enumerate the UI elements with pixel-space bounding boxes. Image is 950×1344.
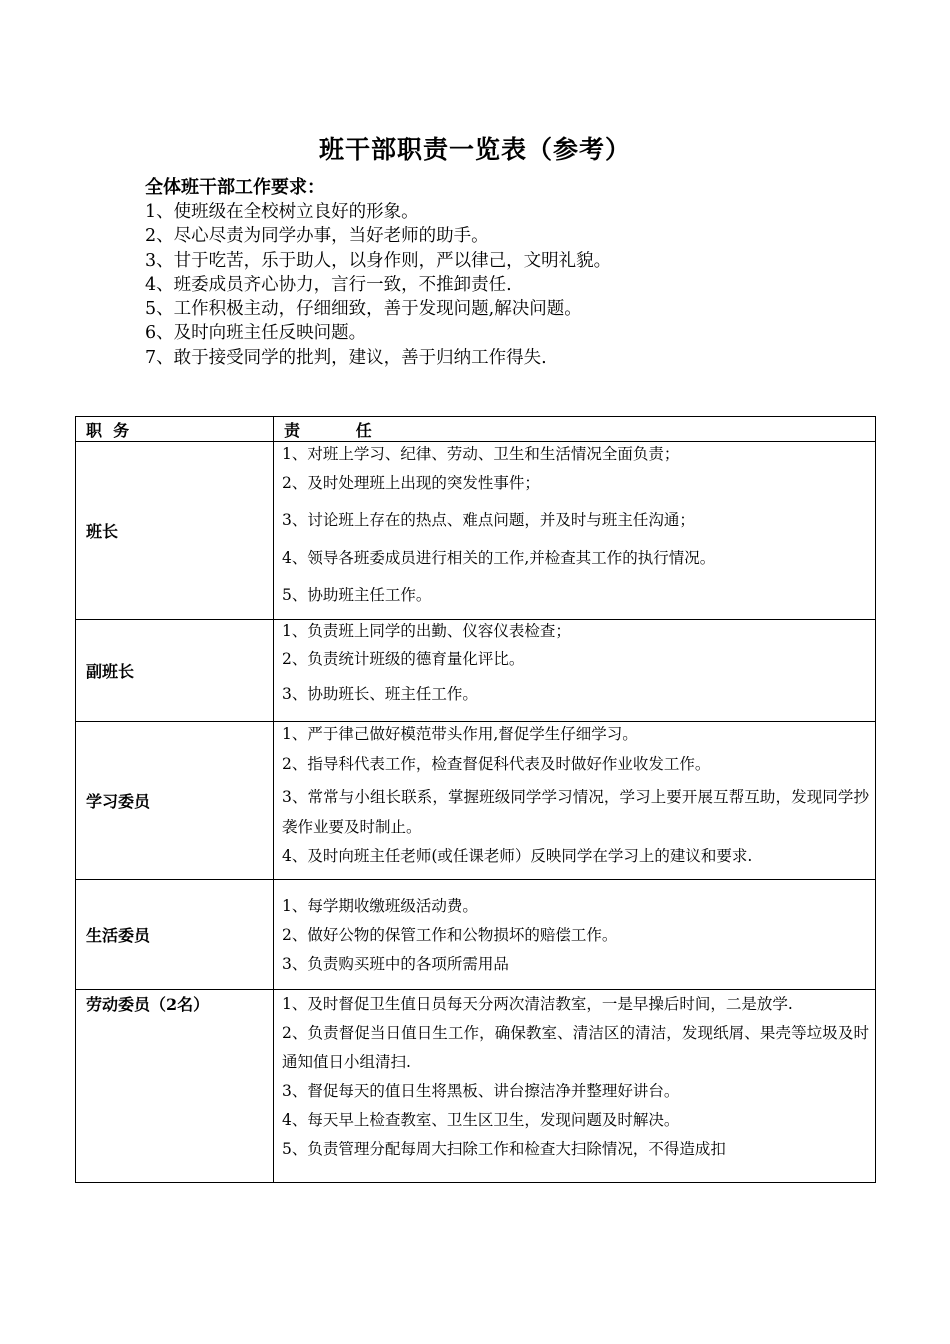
duty-item: 2、负责统计班级的德育量化评比。	[282, 650, 525, 668]
duty-item: 4、每天早上检查教室、卫生区卫生，发现问题及时解决。	[282, 1111, 680, 1129]
duty-item: 5、负责管理分配每周大扫除工作和检查大扫除情况，不得造成扣	[282, 1140, 726, 1158]
requirement-item: 4、班委成员齐心协力，言行一致，不推卸责任.	[145, 274, 512, 295]
duties-cell	[274, 722, 876, 880]
duties-cell	[274, 620, 876, 722]
page-title: 班干部职责一览表（参考）	[318, 135, 631, 164]
duties-cell	[274, 880, 876, 990]
table-row	[76, 722, 876, 880]
requirement-item: 2、尽心尽责为同学办事，当好老师的助手。	[145, 226, 489, 247]
requirement-item: 6、及时向班主任反映问题。	[145, 323, 367, 344]
duty-item: 2、指导科代表工作，检查督促科代表及时做好作业收发工作。	[282, 755, 711, 773]
role-cell: 班长	[76, 442, 274, 620]
duty-item: 5、协助班主任工作。	[282, 586, 432, 604]
header-responsibility: 责 任	[274, 417, 876, 442]
requirement-item: 5、工作积极主动，仔细细致，善于发现问题,解决问题。	[145, 299, 582, 320]
role-cell: 劳动委员（2名）	[76, 990, 274, 1183]
role-cell: 生活委员	[76, 880, 274, 990]
duty-item: 1、及时督促卫生值日员每天分两次清洁教室，一是早操后时间，二是放学.	[282, 995, 793, 1013]
duty-item: 4、及时向班主任老师(或任课老师）反映同学在学习上的建议和要求.	[282, 847, 753, 865]
duty-item: 3、督促每天的值日生将黑板、讲台擦洁净并整理好讲台。	[282, 1082, 680, 1100]
table-row	[76, 990, 876, 1183]
table-row	[76, 620, 876, 722]
duty-item: 1、对班上学习、纪律、劳动、卫生和生活情况全面负责；	[282, 445, 680, 463]
duty-item: 3、讨论班上存在的热点、难点问题，并及时与班主任沟通；	[282, 511, 695, 529]
duty-item: 1、每学期收缴班级活动费。	[282, 896, 478, 915]
duty-item: 3、协助班长、班主任工作。	[282, 685, 478, 703]
role-cell: 副班长	[76, 620, 274, 722]
duty-item: 4、领导各班委成员进行相关的工作,并检查其工作的执行情况。	[282, 549, 716, 567]
header-role: 职 务	[76, 417, 274, 442]
requirements-section	[145, 176, 905, 370]
duties-cell	[274, 442, 876, 620]
duty-item: 1、严于律己做好模范带头作用,督促学生仔细学习。	[282, 725, 638, 743]
requirements-heading: 全体班干部工作要求：	[145, 177, 325, 198]
duties-cell	[274, 990, 876, 1183]
duty-item: 2、及时处理班上出现的突发性事件；	[282, 474, 540, 492]
table-header-row	[76, 417, 876, 442]
requirement-item: 1、使班级在全校树立良好的形象。	[145, 202, 419, 222]
requirement-item: 3、甘于吃苦，乐于助人，以身作则，严以律己，文明礼貌。	[145, 250, 612, 271]
table-row	[76, 442, 876, 620]
duty-item: 1、负责班上同学的出勤、仪容仪表检查；	[282, 622, 571, 640]
duty-item: 2、做好公物的保管工作和公物损坏的赔偿工作。	[282, 925, 618, 944]
requirement-item: 7、敢于接受同学的批判，建议，善于归纳工作得失.	[145, 347, 547, 368]
duty-item: 3、负责购买班中的各项所需用品	[282, 954, 509, 973]
table-row	[76, 880, 876, 990]
duty-item: 3、常常与小组长联系，掌握班级同学学习情况，学习上要开展互帮互助，发现同学抄袭作业要及时制止。	[282, 788, 869, 836]
duties-table	[75, 416, 876, 1183]
duty-item: 2、负责督促当日值日生工作，确保教室、清洁区的清洁，发现纸屑、果壳等垃圾及时通知值日小组清扫.	[282, 1024, 869, 1071]
role-cell: 学习委员	[76, 722, 274, 880]
